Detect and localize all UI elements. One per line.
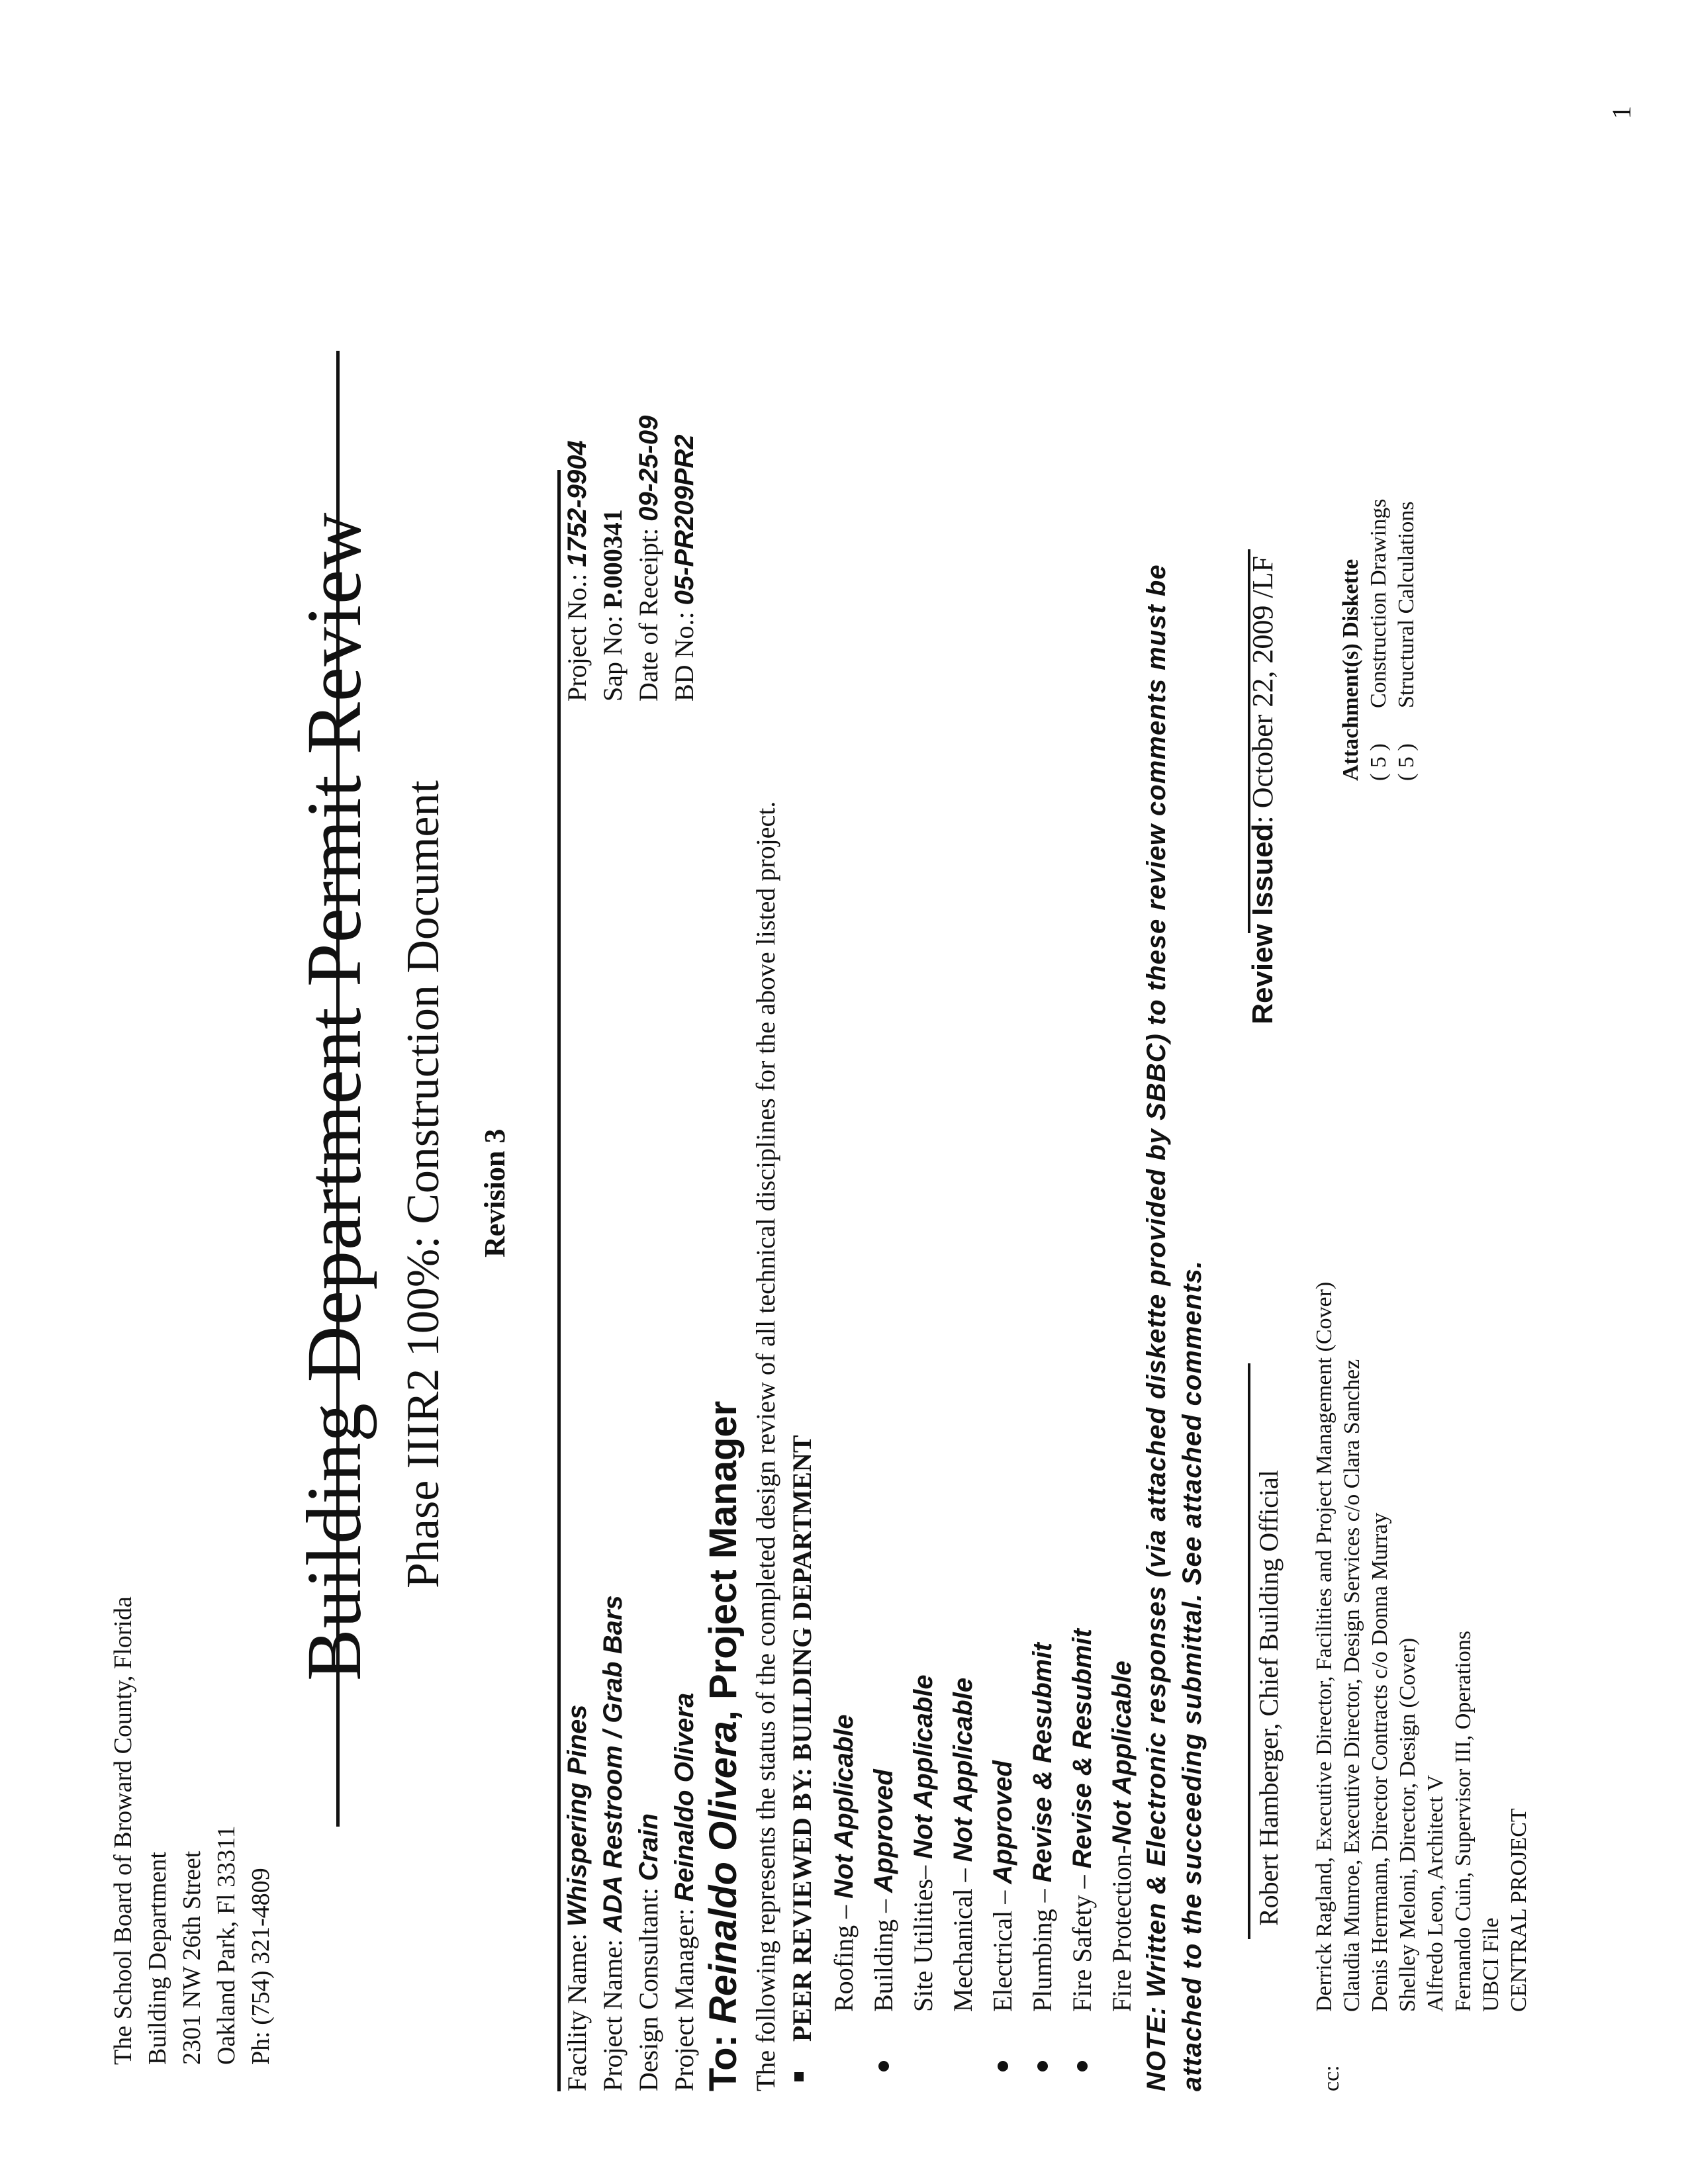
intro-text: The following represents the status of the completed design review of all technical disciplines for the above listed project. xyxy=(751,801,780,2091)
discipline-status: Not Applicable xyxy=(1107,1661,1137,1845)
project-name-label: Project Name: xyxy=(598,1939,628,2091)
discipline-status: Revise & Resubmit xyxy=(1028,1643,1057,1883)
attachments xyxy=(1337,499,1421,781)
bd-no-value: 05-PR209PR2 xyxy=(670,434,699,606)
cc-recipient: Denis Herrmann, Director Contracts c/o Donna Murray xyxy=(1368,1512,1392,2012)
discipline-status: Approved xyxy=(988,1760,1017,1884)
attachment-label: Construction Drawings xyxy=(1366,498,1391,708)
discipline-label: Roofing – xyxy=(829,1898,859,2012)
square-bullet-icon xyxy=(794,2072,804,2081)
review-issued xyxy=(1244,556,1282,1024)
discipline-status: Not Applicable xyxy=(949,1677,978,1862)
attachment-label: Structural Calculations xyxy=(1394,501,1419,708)
letterhead-line: Oakland Park, Fl 33311 xyxy=(212,1825,240,2065)
discipline-label: Electrical – xyxy=(988,1884,1017,2012)
cc-recipient: Claudia Munroe, Executive Director, Design Services c/o Clara Sanchez xyxy=(1340,1359,1364,2012)
attachments-heading: Attachment(s) Diskette xyxy=(1338,559,1363,781)
bd-no-label: BD No.: xyxy=(669,612,699,702)
discipline-label: Plumbing – xyxy=(1027,1882,1057,2012)
discipline-mechanical xyxy=(943,1629,983,2012)
review-note xyxy=(1139,564,1210,2091)
discipline-fire-safety xyxy=(1062,1629,1102,2012)
discipline-site-utilities xyxy=(904,1629,943,2012)
addressee xyxy=(702,1401,745,2091)
review-issued-label: Review Issued xyxy=(1246,823,1279,1024)
attachment-qty: ( 5 ) xyxy=(1394,743,1419,781)
cc-recipient: Derrick Ragland, Executive Director, Facilities and Project Management (Cover) xyxy=(1312,1281,1336,2012)
cc-label: cc: xyxy=(1319,2065,1344,2091)
discipline-building xyxy=(864,1629,904,2012)
discipline-status: Revise & Resubmit xyxy=(1068,1629,1097,1869)
bullet-icon xyxy=(878,2061,889,2071)
cc-recipient: Shelley Meloni, Director, Design (Cover) xyxy=(1395,1637,1420,2012)
date-of-receipt-label: Date of Receipt: xyxy=(633,527,663,702)
discipline-label: Fire Safety – xyxy=(1067,1868,1097,2012)
project-name-value: ADA Restroom / Grab Bars xyxy=(598,1595,628,1933)
addressee-role: , Project Manager xyxy=(702,1400,745,1721)
signature-rule xyxy=(1248,1363,1250,1939)
review-issued-value: : October 22, 2009 /LF xyxy=(1246,556,1279,824)
discipline-list xyxy=(824,1629,1142,2012)
facility-name-value: Whispering Pines xyxy=(563,1704,592,1927)
cc-recipient: UBCI File xyxy=(1479,1917,1503,2012)
addressee-prefix: To: xyxy=(702,2034,745,2091)
bullet-icon xyxy=(998,2061,1008,2071)
facility-info xyxy=(559,1595,702,2091)
bullet-icon xyxy=(1037,2061,1048,2071)
page-subtitle: Phase IIIR2 100%: Construction Document xyxy=(398,780,449,1588)
addressee-name: Reinaldo Olivera xyxy=(702,1721,745,2024)
facility-name-label: Facility Name: xyxy=(562,1933,592,2091)
design-consultant-value: Crain xyxy=(634,1813,663,1882)
discipline-label: Site Utilities– xyxy=(908,1858,938,2012)
project-manager-value: Reinaldo Olivera xyxy=(670,1692,699,1902)
signer-name: Robert Hamberger, Chief Building Official xyxy=(1254,1470,1284,1926)
project-no-label: Project No.: xyxy=(562,573,592,702)
attachment-item xyxy=(1393,499,1421,781)
letterhead xyxy=(106,1596,278,2065)
date-of-receipt-value: 09-25-09 xyxy=(634,415,663,522)
bullet-icon xyxy=(1077,2061,1088,2071)
letterhead-line: Ph: (754) 321-4809 xyxy=(247,1868,275,2065)
cc-recipient: Alfredo Leon, Architect V xyxy=(1423,1774,1448,2012)
cc-recipient: Fernando Cuin, Supervisor III, Operations xyxy=(1451,1630,1476,2012)
letterhead-line: Building Department xyxy=(144,1852,171,2065)
page-title: Building Department Permit Review xyxy=(291,512,377,1681)
letterhead-line: The School Board of Broward County, Florida xyxy=(109,1596,137,2065)
attachment-item xyxy=(1365,499,1393,781)
project-no-value: 1752-9904 xyxy=(563,440,592,567)
discipline-roofing xyxy=(824,1629,864,2012)
cc-list xyxy=(1311,1282,1533,2012)
page-number: 1 xyxy=(1607,106,1636,119)
discipline-status: Not Applicable xyxy=(829,1714,859,1899)
discipline-label: Mechanical – xyxy=(948,1862,978,2012)
design-consultant-label: Design Consultant: xyxy=(633,1888,663,2091)
discipline-status: Not Applicable xyxy=(909,1674,938,1859)
revision-label: Revision 3 xyxy=(479,1128,511,1257)
discipline-fire-protection xyxy=(1102,1629,1142,2012)
review-note-line: attached to the succeeding submittal. See attached comments. xyxy=(1178,1260,1207,2091)
discipline-status: Approved xyxy=(869,1769,898,1893)
discipline-label: Building – xyxy=(868,1892,898,2012)
discipline-label: Fire Protection- xyxy=(1107,1844,1137,2012)
peer-reviewed-heading: PEER REVIEWED BY: BUILDING DEPARTMENT xyxy=(787,1435,817,2042)
project-ids xyxy=(559,416,702,702)
cc-recipient: CENTRAL PROJECT xyxy=(1507,1808,1531,2012)
attachment-qty: ( 5 ) xyxy=(1366,743,1391,781)
sap-no-value: P.000341 xyxy=(598,509,628,609)
review-note-line: NOTE: Written & Electronic responses (via attached diskette provided by SBBC) to these review comments must be xyxy=(1142,564,1171,2091)
letterhead-line: 2301 NW 26th Street xyxy=(178,1850,206,2065)
discipline-plumbing xyxy=(1023,1629,1062,2012)
sap-no-label: Sap No: xyxy=(598,615,628,702)
project-manager-label: Project Manager: xyxy=(669,1908,699,2091)
discipline-electrical xyxy=(983,1629,1023,2012)
